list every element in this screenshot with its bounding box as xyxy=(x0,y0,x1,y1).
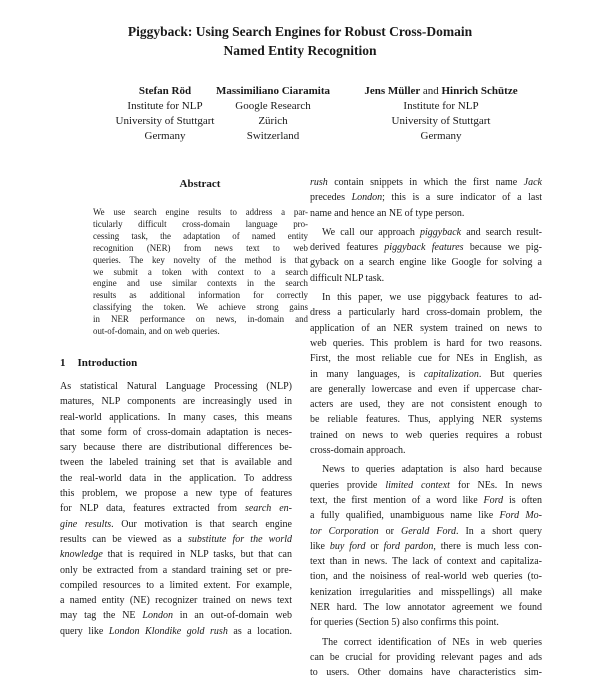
italic-term: knowledge xyxy=(60,549,103,561)
text-line: tor Corporation or Gerald Ford. In a short query xyxy=(310,525,542,537)
text-line: application of an NER system trained on news to xyxy=(310,322,542,334)
author-affiliation: Zürich xyxy=(258,115,288,127)
abstract-body xyxy=(93,207,308,338)
text-line: for NLP data, features extracted from search en- xyxy=(60,503,293,515)
text-line: results can be viewed as a substitute for the world xyxy=(60,533,292,545)
author-name: Jens Müller xyxy=(364,85,421,97)
text-line: sary because there are distributional differences be- xyxy=(60,442,292,454)
text-line: NER hard. The low annotator agreement we found xyxy=(310,602,542,614)
text-line: a named entity (NE) recognizer trained on news text xyxy=(60,595,292,607)
text-line: gyback on a search engine like Google for solving a xyxy=(310,257,542,269)
text-line: only be extracted from a standard training set or pre- xyxy=(60,564,292,576)
text-line: to users. Other domains have characteristics sim- xyxy=(310,667,542,679)
text-line: out-of-domain, and on web queries. xyxy=(93,326,220,337)
italic-term: piggyback features xyxy=(384,242,464,254)
text-line: News to queries adaptation is also hard because xyxy=(322,464,542,476)
italic-term: substitute for the world xyxy=(187,533,292,545)
text-line: web queries. This problem is hard for two reasons. xyxy=(310,337,542,349)
text-line: tween the labeled training set that is available and xyxy=(60,457,292,469)
italic-term: gine results xyxy=(60,518,112,530)
text-line: real-world applications. In many cases, this means xyxy=(60,411,292,423)
text-line: may tag the NE London in an out-of-domain web xyxy=(60,610,292,622)
title-line: Named Entity Recognition xyxy=(223,43,377,58)
italic-term: search en- xyxy=(244,503,293,515)
text-line: compiled resources to a limited extent. For example, xyxy=(60,579,292,591)
text-line: this problem, we propose a new type of features xyxy=(60,488,292,500)
text-line: we submit a token with context to a search xyxy=(93,266,308,277)
text-line: tion, and the noisiness of real-world web queries (to- xyxy=(310,571,542,583)
paper-title xyxy=(60,22,540,60)
text-line: queries provide limited context for NEs. In news xyxy=(310,479,542,491)
italic-term: Ford Mo- xyxy=(499,510,542,522)
italic-term: London Klondike gold rush xyxy=(108,625,228,637)
section-title: Introduction xyxy=(77,357,138,369)
italic-term: capitalization xyxy=(423,368,479,380)
text-line: that some form of cross-domain adaptation is neces- xyxy=(60,426,292,438)
text-line: kenization irregularities and misspellings) all make xyxy=(310,586,542,598)
text-line: a fully qualified, unambiguous name like Ford Mo- xyxy=(310,510,542,522)
text-line: precedes London; this is a sure indicator of a last xyxy=(310,192,542,204)
text-line: trained on news to web queries requires a robust xyxy=(310,429,542,441)
italic-term: ford pardon xyxy=(383,540,434,552)
author-affiliation: Institute for NLP xyxy=(403,100,479,112)
text-line: cross-domain approach. xyxy=(310,445,406,457)
text-line: in many languages, is capitalization. But queries xyxy=(310,368,542,380)
author-conjunction: and xyxy=(422,85,439,97)
italic-term: London xyxy=(142,610,173,622)
text-line: In this paper, we use piggyback features to ad- xyxy=(322,292,542,304)
text-line: We use search engine results to address a par- xyxy=(93,207,308,217)
italic-term: limited context xyxy=(385,479,450,491)
italic-term: piggyback xyxy=(420,226,462,238)
left-column-text xyxy=(60,379,292,639)
abstract-heading: Abstract xyxy=(179,178,221,190)
text-line: recognition (NER) from news text to web xyxy=(93,242,308,253)
text-line: are generally lowercase and even if uppercase char- xyxy=(310,383,542,395)
author-3-4 xyxy=(336,84,546,144)
italic-term: Ford xyxy=(483,494,504,506)
text-line: acters are used, they are not consistent enough to xyxy=(310,399,542,411)
text-line: the real-world data in the application. To address xyxy=(60,472,292,484)
text-line: dress a particularly hard cross-domain problem, the xyxy=(310,307,542,319)
text-line: be reliable features. Thus, applying NER systems xyxy=(310,414,542,426)
text-line: First, the most reliable cue for NEs in English, as xyxy=(310,353,542,365)
author-name: Stefan Röd xyxy=(138,85,192,97)
italic-term: rush xyxy=(310,177,328,188)
text-line: gine results. Our motivation is that search engine xyxy=(60,518,292,530)
text-line: name and hence an NE of type person. xyxy=(310,207,465,219)
text-line: in NER performance on news, in-domain and xyxy=(93,314,308,325)
author-country: Germany xyxy=(144,130,186,142)
text-line: The correct identification of NEs in web queries xyxy=(322,636,542,648)
text-line: text than in news. The lack of context and capitaliza- xyxy=(310,556,542,568)
text-line: We call our approach piggyback and search result- xyxy=(322,226,542,238)
author-name: Hinrich Schütze xyxy=(441,85,518,97)
author-country: Germany xyxy=(420,130,462,142)
text-line: ticularly difficult cross-domain language pro- xyxy=(93,218,308,229)
author-affiliation: Institute for NLP xyxy=(127,100,203,112)
italic-term: Gerald Ford xyxy=(401,525,456,537)
author-2 xyxy=(200,84,346,144)
right-column-text xyxy=(310,175,542,681)
text-line: classifying the token. We achieve strong gains xyxy=(93,302,308,313)
text-line: difficult NLP task. xyxy=(310,272,385,284)
text-line: engine and use similar contexts in the search xyxy=(93,278,308,289)
italic-term: tor Corporation xyxy=(310,525,379,537)
text-line: derived features piggyback features because we pig- xyxy=(310,242,542,254)
text-line: can be crucial for providing relevant pages and ads xyxy=(310,651,542,663)
author-country: Switzerland xyxy=(246,130,300,142)
text-line: results as additional information for correctly xyxy=(93,290,308,301)
text-line: query like London Klondike gold rush as a location. xyxy=(60,625,293,637)
section-heading xyxy=(60,357,137,369)
author-affiliation: Google Research xyxy=(235,100,311,112)
text-line: text, the first mention of a word like Ford is often xyxy=(310,494,542,506)
text-line: queries. The key novelty of the method is that xyxy=(93,254,308,265)
author-affiliation: University of Stuttgart xyxy=(115,115,215,127)
text-line: rush contain snippets in which the first name Jack xyxy=(310,177,542,188)
text-line: As statistical Natural Language Processing (NLP) xyxy=(60,381,292,392)
text-line: for queries (Section 5) also confirms this point. xyxy=(310,617,499,629)
title-line: Piggyback: Using Search Engines for Robust Cross-Domain xyxy=(127,24,473,39)
italic-term: buy ford xyxy=(329,540,366,552)
italic-term: London xyxy=(351,192,383,204)
text-line: knowledge that is required in NLP tasks, but that can xyxy=(60,549,292,561)
section-number: 1 xyxy=(60,357,66,369)
italic-term: Jack xyxy=(523,177,542,188)
author-affiliation: University of Stuttgart xyxy=(391,115,491,127)
author-names xyxy=(336,84,546,99)
author-name: Massimiliano Ciaramita xyxy=(216,85,330,97)
text-line: matures, NLP components are increasingly used in xyxy=(60,396,292,408)
text-line: like buy ford or ford pardon, there is much less con- xyxy=(310,540,542,552)
text-line: cessing task, the adaptation of named entity xyxy=(93,230,308,241)
